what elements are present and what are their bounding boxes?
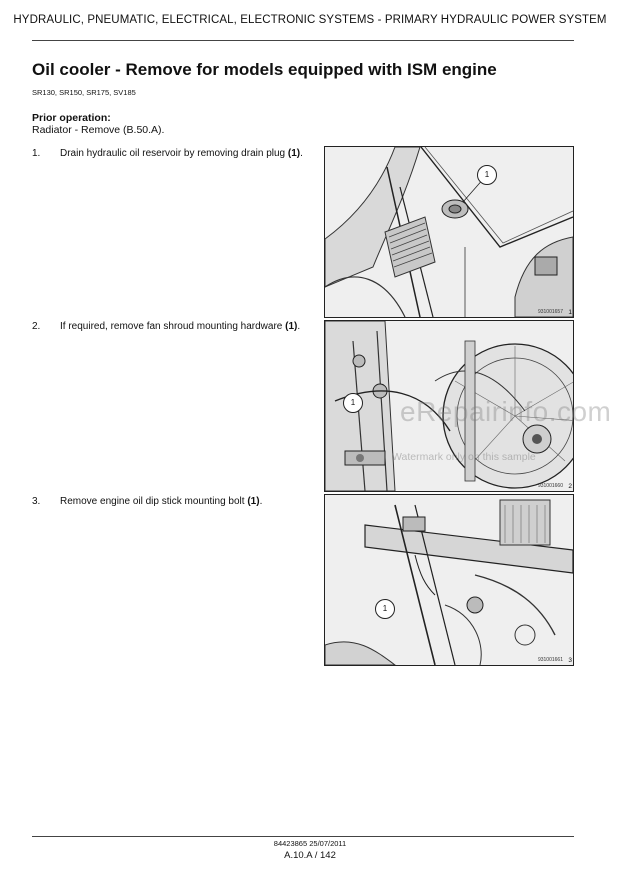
step-text <box>60 148 310 160</box>
step-instruction: Drain hydraulic oil reservoir by removing drain plug <box>60 148 288 159</box>
step-text <box>60 321 310 333</box>
step-instruction: If required, remove fan shroud mounting hardware <box>60 321 286 332</box>
header-divider <box>32 40 574 41</box>
figure-3-number: 3 <box>568 657 572 664</box>
step-text <box>60 496 310 508</box>
figure-3-callout: 1 <box>375 599 395 619</box>
figure-3-code: 931001661 <box>537 657 563 663</box>
figure-2-callout: 1 <box>343 393 363 413</box>
step-suffix: . <box>297 321 301 332</box>
step-number: 2. <box>32 321 41 332</box>
step-instruction: Remove engine oil dip stick mounting bolt <box>60 496 248 507</box>
figure-2-number: 2 <box>568 483 572 490</box>
watermark-text: eRepairinfo.com <box>400 396 612 427</box>
figure-3-dip-stick <box>324 494 574 666</box>
step-callout-ref: (1) <box>287 148 301 159</box>
figure-1-number: 1 <box>568 309 572 316</box>
footer-page-number: A.10.A / 142 <box>284 850 336 861</box>
step-number: 1. <box>32 148 41 159</box>
footer-doc-code: 84423865 25/07/2011 <box>273 839 347 848</box>
prior-operation-link[interactable]: Radiator - Remove (B.50.A). <box>32 124 165 136</box>
applicable-models: SR130, SR150, SR175, SV185 <box>32 88 136 97</box>
figure-1-drain-plug <box>324 146 574 318</box>
figure-2-code: 931001660 <box>537 483 563 489</box>
figure-1-illustration <box>325 147 573 317</box>
figure-1-callout: 1 <box>477 165 497 185</box>
footer-divider <box>32 836 574 837</box>
section-header: HYDRAULIC, PNEUMATIC, ELECTRICAL, ELECTRONIC SYSTEMS - PRIMARY HYDRAULIC POWER SYSTEM <box>13 14 607 26</box>
page-title: Oil cooler - Remove for models equipped with ISM engine <box>32 60 497 79</box>
step-callout-ref: (1) <box>247 496 260 507</box>
prior-operation-heading: Prior operation: <box>32 112 111 124</box>
step-number: 3. <box>32 496 41 507</box>
step-suffix: . <box>259 496 263 507</box>
figure-3-illustration <box>325 495 573 665</box>
step-suffix: . <box>300 148 303 159</box>
watermark-subtext: Watermark only on this sample <box>392 451 536 463</box>
step-callout-ref: (1) <box>285 321 298 332</box>
figure-1-code: 931001657 <box>537 309 563 315</box>
